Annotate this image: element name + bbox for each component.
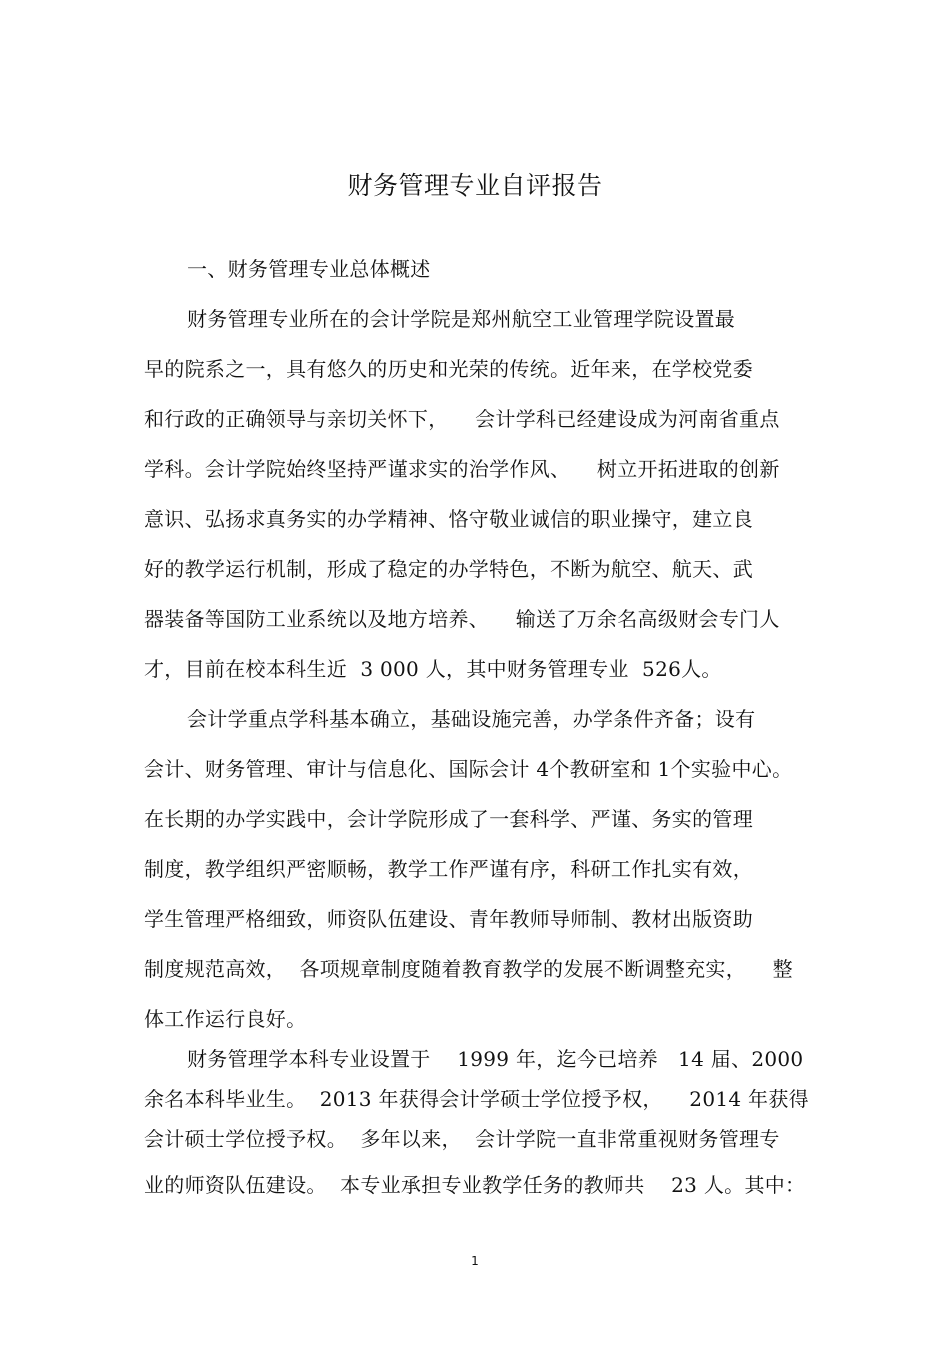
text-line: 学生管理严格细致，师资队伍建设、青年教师导师制、教材出版资助 xyxy=(144,907,753,931)
text-line: 和行政的正确领导与亲切关怀下， 会计学科已经建设成为河南省重点 xyxy=(144,407,780,431)
text-line: 制度规范高效， 各项规章制度随着教育教学的发展不断调整充实， 整 xyxy=(144,957,793,981)
text-line: 在长期的办学实践中，会计学院形成了一套科学、严谨、务实的管理 xyxy=(144,807,753,831)
text-line: 制度，教学组织严密顺畅，教学工作严谨有序，科研工作扎实有效， xyxy=(144,857,753,881)
text-line: 财务管理学本科专业设置于 1999 年，迄今已培养 14 届、2000 xyxy=(187,1047,804,1071)
text-line: 体工作运行良好。 xyxy=(144,1007,307,1031)
text-line: 意识、弘扬求真务实的办学精神、恪守敬业诚信的职业操守，建立良 xyxy=(144,507,753,531)
section-heading: 一、财务管理专业总体概述 xyxy=(187,257,431,281)
text-line: 余名本科毕业生。 2013 年获得会计学硕士学位授予权， 2014 年获得 xyxy=(144,1087,809,1111)
text-line: 器装备等国防工业系统以及地方培养、 输送了万余名高级财会专门人 xyxy=(144,607,780,631)
text-line: 好的教学运行机制，形成了稳定的办学特色，不断为航空、航天、武 xyxy=(144,557,753,581)
page-number: 1 xyxy=(471,1254,479,1268)
text-line: 才，目前在校本科生近 3 000 人，其中财务管理专业 526人。 xyxy=(144,657,722,681)
text-line: 早的院系之一，具有悠久的历史和光荣的传统。近年来，在学校党委 xyxy=(144,357,753,381)
text-line: 学科。会计学院始终坚持严谨求实的治学作风、 树立开拓进取的创新 xyxy=(144,457,780,481)
text-line: 会计硕士学位授予权。 多年以来， 会计学院一直非常重视财务管理专 xyxy=(144,1127,780,1151)
document-title: 财务管理专业自评报告 xyxy=(347,171,603,200)
text-line: 财务管理专业所在的会计学院是郑州航空工业管理学院设置最 xyxy=(187,307,736,331)
text-line: 业的师资队伍建设。 本专业承担专业教学任务的教师共 23 人。其中： xyxy=(144,1173,806,1197)
text-line: 会计学重点学科基本确立，基础设施完善，办学条件齐备；设有 xyxy=(187,707,756,731)
text-line: 会计、财务管理、审计与信息化、国际会计 4个教研室和 1个实验中心。 xyxy=(144,757,793,781)
